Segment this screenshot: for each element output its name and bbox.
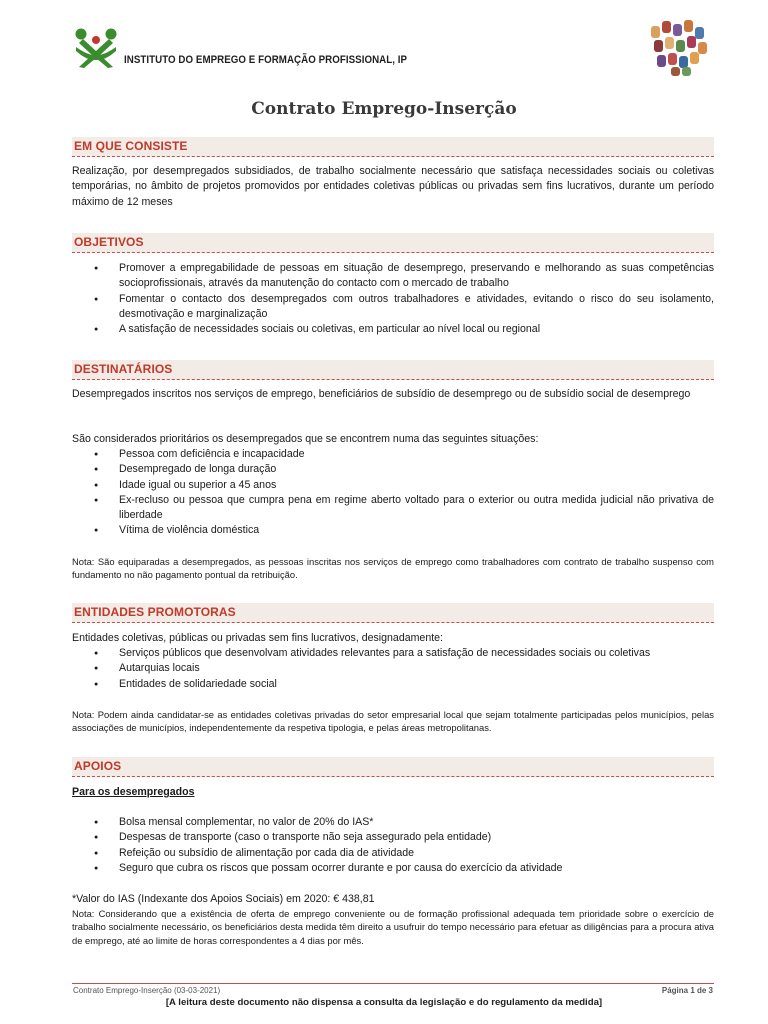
section-heading-label: ENTIDADES PROMOTORAS: [74, 605, 236, 619]
list-item: ● Entidades de solidariedade social: [72, 677, 714, 692]
list-item: ● Seguro que cubra os riscos que possam ocorrer durante e por causa do exercício da atividade: [72, 861, 714, 876]
consiste-text: Realização, por desempregados subsidiados, de trabalho socialmente necessário que satisfaça necessidades sociais ou coletivas temporárias, no âmbito de projetos promovidos por entidades coletivas públicas ou privadas sem fins lucrativos, durante um período máximo de 12 meses: [72, 165, 714, 208]
section-heading-label: OBJETIVOS: [74, 235, 144, 249]
objetivos-list: [72, 261, 714, 337]
entidades-note: Nota: Podem ainda candidatar-se as entidades coletivas privadas do setor empresarial local que sejam totalmente participadas pelos municípios, pelas associações de municípios, independentemente da respetiva tipologia, e pelas áreas metropolitanas.: [72, 709, 714, 734]
section-heading-label: DESTINATÁRIOS: [74, 362, 173, 376]
iefp-logo-icon: [73, 27, 119, 69]
destinatarios-priority: São considerados prioritários os desempregados que se encontrem numa das seguintes situações:: [72, 433, 539, 445]
section-heading-destinatarios: [72, 360, 714, 380]
list-item: ● Serviços públicos que desenvolvam atividades relevantes para a satisfação de necessidades sociais ou coletivas: [72, 646, 714, 661]
list-item: ● Refeição ou subsídio de alimentação por cada dia de atividade: [72, 846, 714, 861]
section-heading-label: APOIOS: [74, 759, 122, 773]
section-heading-entidades: [72, 603, 714, 623]
list-item: ● Idade igual ou superior a 45 anos: [72, 478, 714, 493]
list-item: ● Promover a empregabilidade de pessoas em situação de desemprego, preservando e melhorando as suas competências socioprofissionais, através da manutenção do contacto com o mercado de trabalho: [72, 261, 714, 292]
destinatarios-list: [72, 447, 714, 539]
destinatarios-intro: Desempregados inscritos nos serviços de emprego, beneficiários de subsídio de desemprego ou de subsídio social de desemprego: [72, 388, 691, 400]
ias-value: *Valor do IAS (Indexante dos Apoios Sociais) em 2020: € 438,81: [72, 893, 375, 905]
destinatarios-note: Nota: São equiparadas a desempregados, as pessoas inscritas nos serviços de emprego como trabalhadores com contrato de trabalho suspenso com fundamento no não pagamento pontual da retribuição.: [72, 556, 714, 581]
list-item: ● Pessoa com deficiência e incapacidade: [72, 447, 714, 462]
list-item: ● A satisfação de necessidades sociais ou coletivas, em particular ao nível local ou regional: [72, 322, 714, 337]
footer-disclaimer: [A leitura deste documento não dispensa a consulta da legislação e do regulamento da medida]: [165, 997, 603, 1008]
institution-name: INSTITUTO DO EMPREGO E FORMAÇÃO PROFISSIONAL, IP: [124, 54, 408, 66]
page-title: Contrato Emprego-Inserção: [251, 99, 517, 119]
entidades-list: [72, 646, 714, 692]
section-heading-consiste: [72, 137, 714, 157]
page-header: [0, 0, 768, 90]
list-item: ● Ex-recluso ou pessoa que cumpra pena em regime aberto voltado para o exterior ou outra medida judicial não privativa de liberdade: [72, 493, 714, 524]
list-item: ● Fomentar o contacto dos desempregados com outros trabalhadores e atividades, evitando o risco do seu isolamento, desmotivação e marginalização: [72, 292, 714, 323]
apoios-note: Nota: Considerando que a existência de oferta de emprego conveniente ou de formação profissional adequada tem prioridade sobre o exercício de trabalho socialmente necessário, os beneficiários desta medida têm direito a usufruir do tempo necessário para efetuar as diligências para a procura ativa de emprego, até ao limite de horas correspondentes a 4 dias por mês.: [72, 908, 714, 946]
list-item: ● Desempregado de longa duração: [72, 462, 714, 477]
footer-page-number: Página 1 de 3: [661, 986, 713, 995]
footer-doc-date: Contrato Emprego-Inserção (03-03-2021): [73, 986, 221, 995]
section-heading-objetivos: [72, 233, 714, 253]
footer-divider: [72, 983, 714, 984]
hands-emblem-icon: [649, 18, 711, 78]
section-heading-label: EM QUE CONSISTE: [74, 139, 188, 153]
section-heading-apoios: [72, 757, 714, 777]
apoios-subheading: Para os desempregados: [72, 786, 195, 798]
apoios-list: [72, 815, 714, 876]
list-item: ● Despesas de transporte (caso o transporte não seja assegurado pela entidade): [72, 830, 714, 845]
entidades-intro: Entidades coletivas, públicas ou privadas sem fins lucrativos, designadamente:: [72, 632, 443, 644]
list-item: ● Vítima de violência doméstica: [72, 523, 714, 538]
list-item: ● Bolsa mensal complementar, no valor de 20% do IAS*: [72, 815, 714, 830]
list-item: ● Autarquias locais: [72, 661, 714, 676]
